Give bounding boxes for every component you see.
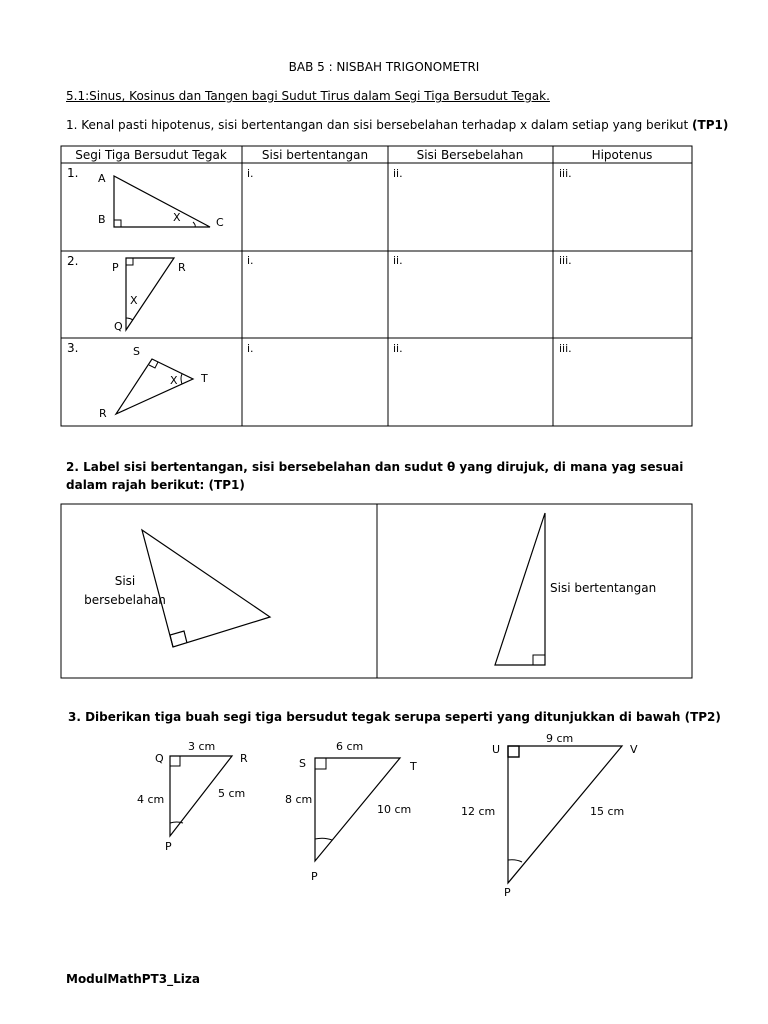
row-number: 2. xyxy=(67,254,79,268)
angle-arc xyxy=(508,860,522,862)
vertex-label: C xyxy=(216,216,224,229)
vertex-label: R xyxy=(178,261,186,274)
footer-credit: ModulMathPT3_Liza xyxy=(66,972,200,986)
side-length: 12 cm xyxy=(461,805,496,818)
vertex-label: S xyxy=(299,757,306,770)
angle-label: X xyxy=(130,294,138,307)
side-length: 4 cm xyxy=(137,793,165,806)
side-label: bersebelahan xyxy=(84,593,166,607)
table-header: Hipotenus xyxy=(591,148,653,162)
vertex-label: T xyxy=(410,760,417,773)
vertex-label: P xyxy=(112,261,119,274)
vertex-label: P xyxy=(504,886,511,899)
vertex-label: Q xyxy=(155,752,164,765)
question-1-text: 1. Kenal pasti hipotenus, sisi bertentangan dan sisi bersebelahan terhadap x dalam setiap yang berikut xyxy=(66,118,693,132)
side-length: 10 cm xyxy=(377,803,412,816)
angle-arc xyxy=(170,822,183,823)
right-angle-mark xyxy=(126,258,133,265)
left-triangle xyxy=(84,530,270,647)
answer-cell-label: iii. xyxy=(559,167,572,180)
answer-cell-label: i. xyxy=(247,254,254,267)
triangle-pqr xyxy=(67,254,186,333)
angle-arc xyxy=(193,222,195,227)
row-number: 3. xyxy=(67,341,79,355)
vertex-label: Q xyxy=(114,320,123,333)
section-subtitle: 5.1:Sinus, Kosinus dan Tangen bagi Sudut Tirus dalam Segi Tiga Bersudut Tegak. xyxy=(66,89,550,103)
table-header: Sisi bertentangan xyxy=(261,148,369,162)
vertex-label: A xyxy=(98,172,106,185)
question-3-text: 3. Diberikan tiga buah segi tiga bersudut tegak serupa seperti yang ditunjukkan di bawah xyxy=(68,710,685,724)
triangle-pst-6-8-10 xyxy=(285,740,417,883)
question-3 xyxy=(68,710,721,724)
side-length: 8 cm xyxy=(285,793,313,806)
question-3-diagram xyxy=(0,725,768,905)
question-2-diagram xyxy=(0,500,768,685)
triangle-puv-9-12-15 xyxy=(461,732,638,899)
side-label: Sisi xyxy=(114,574,136,588)
triangle-rst xyxy=(67,341,208,420)
right-angle-mark xyxy=(170,631,187,647)
table-header: Segi Tiga Bersudut Tegak xyxy=(75,148,227,162)
vertex-label: R xyxy=(240,752,248,765)
triangle-shape xyxy=(114,176,210,227)
side-length: 5 cm xyxy=(218,787,246,800)
triangle-pqr-3-4-5 xyxy=(137,740,248,853)
vertex-label: T xyxy=(201,372,208,385)
side-length: 15 cm xyxy=(590,805,625,818)
side-label: Sisi bertentangan xyxy=(550,581,657,595)
vertex-label: P xyxy=(311,870,318,883)
vertex-label: V xyxy=(630,743,638,756)
angle-label: X xyxy=(173,211,181,224)
answer-cell-label: i. xyxy=(247,342,254,355)
vertex-label: U xyxy=(492,743,501,756)
right-triangle xyxy=(495,513,656,665)
vertex-label: B xyxy=(98,213,106,226)
side-length: 6 cm xyxy=(336,740,364,753)
page-title: BAB 5 : NISBAH TRIGONOMETRI xyxy=(288,60,480,74)
triangle-shape xyxy=(142,530,270,647)
triangle-abc xyxy=(67,166,224,229)
angle-arc xyxy=(126,318,133,320)
vertex-label: S xyxy=(133,345,140,358)
answer-cell-label: iii. xyxy=(559,342,572,355)
question-1-table xyxy=(0,0,768,440)
right-angle-mark xyxy=(533,655,545,665)
question-2-text: 2. Label sisi bertentangan, sisi bersebelahan dan sudut θ yang dirujuk, di mana yag sesuai dalam rajah berikut: (TP1) xyxy=(66,460,684,492)
answer-cell-label: ii. xyxy=(393,167,403,180)
right-angle-mark xyxy=(508,746,519,757)
right-angle-mark xyxy=(315,758,326,769)
triangle-shape xyxy=(495,513,545,665)
question-3-tag: (TP2) xyxy=(684,710,721,724)
angle-arc xyxy=(315,838,332,840)
vertex-label: R xyxy=(99,407,107,420)
answer-cell-label: ii. xyxy=(393,342,403,355)
angle-label: X xyxy=(170,374,178,387)
question-1-tag: (TP1) xyxy=(692,118,729,132)
side-length: 3 cm xyxy=(188,740,216,753)
angle-arc xyxy=(181,374,182,384)
answer-cell-label: ii. xyxy=(393,254,403,267)
answer-cell-label: iii. xyxy=(559,254,572,267)
right-angle-mark xyxy=(170,756,180,766)
side-length: 9 cm xyxy=(546,732,574,745)
row-number: 1. xyxy=(67,166,79,180)
answer-cell-label: i. xyxy=(247,167,254,180)
right-angle-mark xyxy=(114,220,121,227)
right-angle-mark xyxy=(149,362,158,368)
vertex-label: P xyxy=(165,840,172,853)
table-header: Sisi Bersebelahan xyxy=(416,148,524,162)
